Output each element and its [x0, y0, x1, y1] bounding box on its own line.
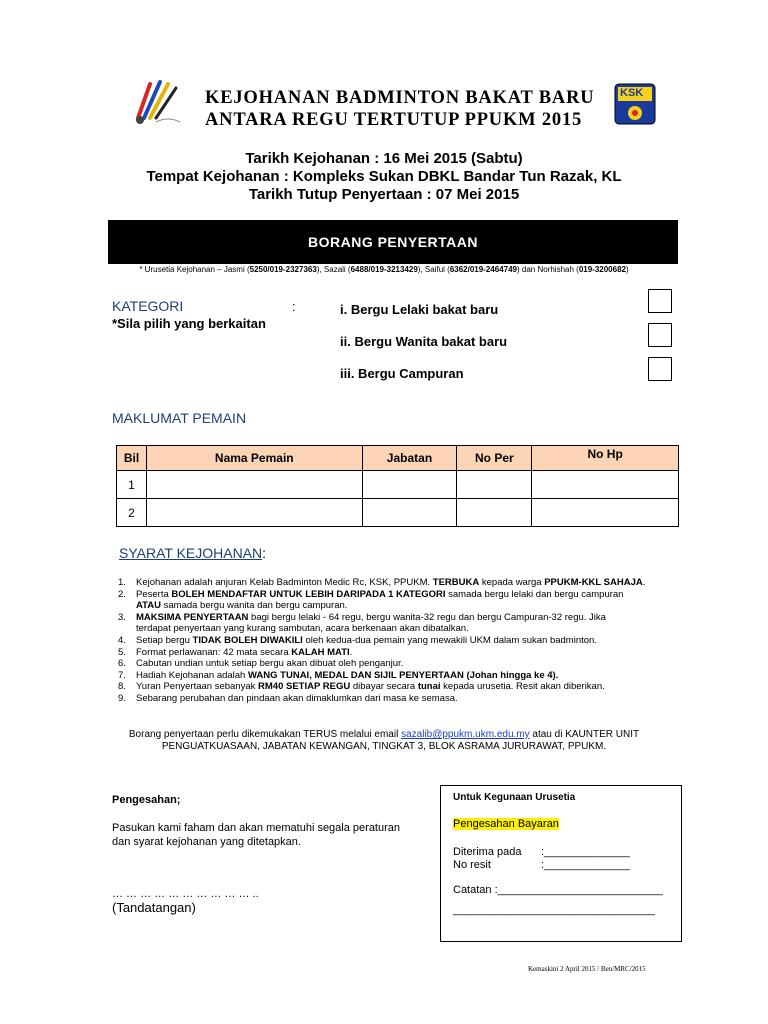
receipt-field[interactable]: :______________ — [541, 859, 630, 871]
office-heading: Untuk Kegunaan Urusetia — [453, 792, 576, 803]
col-nama: Nama Pemain — [146, 446, 362, 471]
col-no-hp: No Hp — [532, 446, 679, 471]
confirmation-text-1: Pasukan kami faham dan akan mematuhi segala peraturan — [112, 822, 401, 834]
category-label: KATEGORI — [112, 298, 184, 314]
term-text: Format perlawanan: 42 mata secara — [136, 646, 292, 658]
term-text: RM40 SETIAP REGU — [258, 681, 351, 693]
signature-label: (Tandatangan) — [112, 900, 196, 915]
term-text: BOLEH MENDAFTAR UNTUK LEBIH DARIPADA 1 KATEGORI — [171, 588, 446, 600]
term-text: MAKSIMA PENYERTAAN — [136, 611, 249, 623]
term-item — [118, 611, 696, 624]
cell-nama[interactable] — [146, 471, 362, 499]
term-text: bagi bergu lelaki - 64 regu, bergu wanita-32 regu dan bergu Campuran-32 regu. Jika — [248, 611, 606, 623]
col-bil: Bil — [117, 446, 147, 471]
title-line-2: ANTARA REGU TERTUTUP PPUKM 2015 — [205, 110, 583, 130]
term-text: samada bergu lelaki dan bergu campuran — [445, 588, 624, 600]
term-item — [118, 692, 696, 705]
term-text: oleh kedua-dua pemain yang mewakili UKM dalam sukan badminton. — [302, 634, 597, 646]
confirmation-heading: Pengesahan; — [112, 794, 181, 806]
ksk-logo-icon — [614, 83, 656, 125]
cell-no-hp[interactable] — [532, 499, 679, 527]
contact-jasmi: 5250/019-2327363 — [249, 265, 317, 274]
cell-bil: 1 — [117, 471, 147, 499]
term-item — [136, 623, 696, 635]
cell-no-per[interactable] — [457, 471, 532, 499]
category-option-men: i. Bergu Lelaki bakat baru — [340, 302, 499, 317]
tournament-venue: Tempat Kejohanan : Kompleks Sukan DBKL Bandar Tun Razak, KL — [146, 168, 622, 185]
term-number: 6. — [118, 658, 126, 670]
term-number: 9. — [118, 692, 126, 704]
signature-dots: … … … … … … … … … … .. — [112, 888, 259, 900]
notes-field[interactable]: Catatan :___________________________ — [453, 884, 663, 896]
footer-revision: Kemaskini 2 April 2015 / Ben/MRC/2015 — [528, 965, 646, 973]
term-text: Sebarang perubahan dan pindaan akan dimaklumkan dari masa ke semasa. — [136, 692, 458, 704]
term-text: Kejohanan adalah anjuran Kelab Badminton Medic Rc, KSK, PPUKM. — [136, 577, 433, 588]
checkbox-women[interactable] — [648, 323, 672, 347]
contact-saiful: 6362/019-2464749 — [449, 265, 517, 274]
term-text: tunai — [417, 681, 441, 693]
term-text: TIDAK BOLEH DIWAKILI — [192, 634, 303, 646]
col-no-per: No Per — [457, 446, 532, 471]
shuttlecock-logo-icon — [130, 78, 190, 126]
players-heading: MAKLUMAT PEMAIN — [112, 410, 247, 426]
category-colon: : — [292, 299, 296, 314]
term-number: 1. — [118, 577, 126, 588]
term-number: 3. — [118, 611, 126, 623]
term-text: samada bergu wanita dan bergu campuran. — [160, 600, 348, 612]
term-number: 7. — [118, 669, 126, 681]
term-text: WANG TUNAI, MEDAL DAN SIJIL PENYERTAAN (Johan hingga ke 4). — [247, 669, 559, 681]
terms-list — [118, 577, 696, 705]
checkbox-mixed[interactable] — [648, 357, 672, 381]
cell-jabatan[interactable] — [362, 499, 457, 527]
term-item — [118, 577, 696, 589]
receipt-label: No resit — [453, 859, 491, 871]
table-header-row — [117, 446, 679, 471]
confirmation-text-2: dan syarat kejohanan yang ditetapkan. — [112, 836, 301, 848]
secretariat-contacts: * Urusetia Kejohanan – Jasmi (5250/019-2327363), Sazali (6488/019-3213429), Saiful (6362/019-2464749) dan Norhishah (019-3200682) — [139, 265, 629, 274]
term-text: Setiap bergu — [136, 634, 193, 646]
terms-heading: SYARAT KEJOHANAN: — [119, 545, 267, 561]
term-text: Cabutan undian untuk setiap bergu akan dibuat oleh penganjur. — [136, 658, 404, 670]
checkbox-men[interactable] — [648, 289, 672, 313]
term-text: PPUKM-KKL SAHAJA — [544, 577, 643, 588]
term-item — [118, 658, 696, 670]
term-text: . — [349, 646, 353, 658]
title-line-1: KEJOHANAN BADMINTON BAKAT BARU — [205, 88, 595, 108]
term-number: 2. — [118, 588, 126, 600]
cell-jabatan[interactable] — [362, 471, 457, 499]
term-item — [136, 600, 696, 612]
term-item — [118, 634, 696, 647]
cell-bil: 2 — [117, 499, 147, 527]
submission-line-1: Borang penyertaan perlu dikemukakan TERUS melalui email sazalib@ppukm.ukm.edu.my atau di KAUNTER UNIT — [128, 729, 640, 740]
received-field[interactable]: :______________ — [541, 846, 630, 858]
term-item — [118, 681, 696, 693]
term-text: Yuran Penyertaan sebanyak — [136, 681, 259, 693]
table-row — [117, 471, 679, 499]
term-text: . — [642, 577, 646, 588]
term-text: dibayar secara — [350, 681, 418, 693]
term-number: 8. — [118, 681, 126, 693]
ksk-logo-text: KSK — [620, 87, 644, 99]
category-option-women: ii. Bergu Wanita bakat baru — [340, 334, 508, 349]
cell-nama[interactable] — [146, 499, 362, 527]
contact-norhishah: 019-3200682 — [578, 265, 626, 274]
form-banner: BORANG PENYERTAAN — [108, 220, 678, 264]
term-text: terdapat penyertaan yang kurang sambutan, acara berkenaan akan dibatalkan. — [136, 623, 469, 635]
notes-line[interactable]: _________________________________ — [453, 904, 655, 916]
category-option-mixed: iii. Bergu Campuran — [340, 366, 464, 381]
term-item — [118, 669, 696, 682]
category-hint: *Sila pilih yang berkaitan — [112, 316, 266, 331]
tournament-date: Tarikh Kejohanan : 16 Mei 2015 (Sabtu) — [245, 150, 523, 167]
email-link[interactable]: sazalib@ppukm.ukm.edu.my — [401, 729, 530, 740]
term-text: ATAU — [136, 600, 161, 612]
cell-no-per[interactable] — [457, 499, 532, 527]
submission-line-2: PENGUATKUASAAN, JABATAN KEWANGAN, TINGKAT 3, BLOK ASRAMA JURURAWAT, PPUKM. — [161, 741, 607, 752]
term-item — [118, 646, 696, 659]
table-row — [117, 499, 679, 527]
office-use-box — [440, 785, 682, 942]
term-number: 4. — [118, 634, 126, 646]
term-text: TERBUKA — [432, 577, 480, 588]
players-table — [116, 445, 679, 527]
received-label: Diterima pada — [453, 846, 522, 858]
term-text: kepada urusetia. Resit akan diberikan. — [440, 681, 605, 693]
term-number: 5. — [118, 646, 126, 658]
term-item — [118, 588, 696, 601]
closing-date: Tarikh Tutup Penyertaan : 07 Mei 2015 — [248, 186, 520, 203]
cell-no-hp[interactable] — [532, 471, 679, 499]
col-jabatan: Jabatan — [362, 446, 457, 471]
terms-heading-text: SYARAT KEJOHANAN — [119, 545, 263, 561]
term-text: KALAH MATI — [291, 646, 350, 658]
term-text: Peserta — [136, 588, 172, 600]
contact-sazali: 6488/019-3213429 — [350, 265, 418, 274]
term-text: Hadiah Kejohanan adalah — [136, 669, 248, 681]
term-text: kepada warga — [479, 577, 545, 588]
payment-confirmation: Pengesahan Bayaran — [453, 818, 559, 830]
